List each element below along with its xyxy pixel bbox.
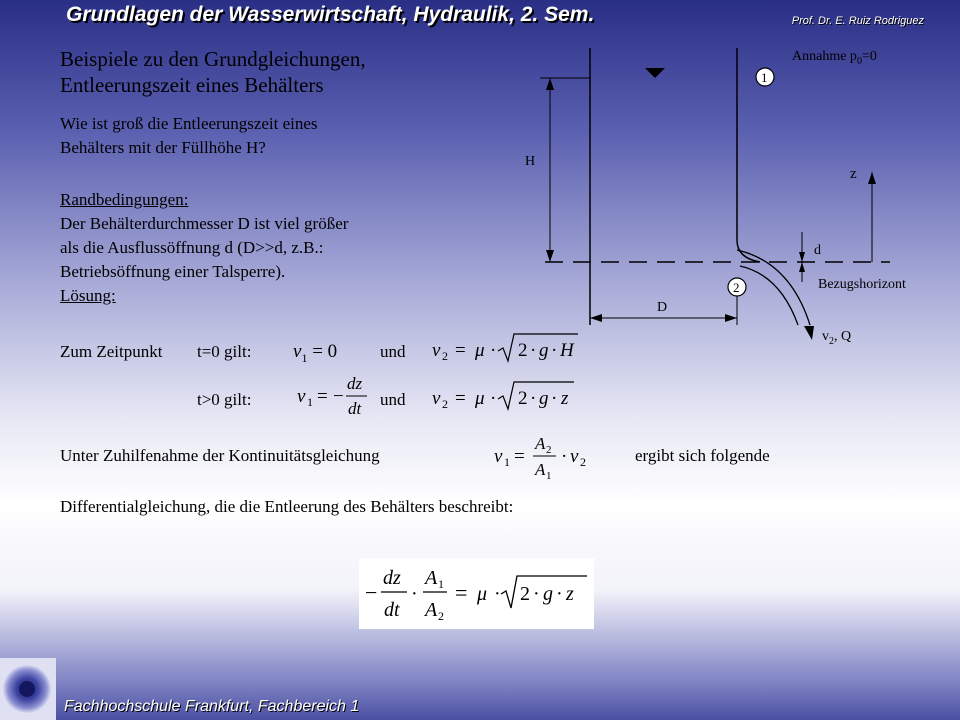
svg-text:2: 2 bbox=[520, 583, 530, 605]
slide-title-line2: Entleerungszeit eines Behälters bbox=[60, 73, 324, 97]
t0-label: t=0 gilt: bbox=[197, 342, 252, 361]
svg-text:·: · bbox=[494, 583, 501, 605]
label-D: D bbox=[657, 300, 668, 315]
solution-heading: Lösung: bbox=[60, 286, 116, 305]
institution-logo bbox=[0, 658, 56, 720]
svg-text:g: g bbox=[539, 388, 549, 409]
t-positive-and: und bbox=[380, 390, 406, 409]
svg-text:1: 1 bbox=[546, 470, 552, 482]
differential-equation-box bbox=[359, 558, 594, 629]
svg-text:·: · bbox=[411, 583, 418, 605]
svg-text:v: v bbox=[570, 446, 579, 467]
boundary-conditions bbox=[60, 188, 348, 308]
svg-text:1: 1 bbox=[761, 70, 768, 85]
author-name: Prof. Dr. E. Ruiz Rodriguez bbox=[791, 15, 924, 27]
label-z: z bbox=[850, 166, 857, 182]
svg-text:A: A bbox=[535, 434, 546, 453]
boundary-heading: Randbedingungen: bbox=[60, 190, 189, 209]
formula-v2-z bbox=[428, 378, 588, 414]
svg-text:·: · bbox=[561, 446, 568, 467]
continuity-result: ergibt sich folgende bbox=[635, 446, 770, 465]
continuity-text: Unter Zuhilfenahme der Kontinuitätsgleichung bbox=[60, 446, 380, 465]
svg-text:·: · bbox=[490, 388, 497, 409]
svg-text:2: 2 bbox=[518, 340, 528, 361]
water-level-marker bbox=[645, 68, 665, 78]
svg-text:·: · bbox=[490, 340, 497, 361]
slide-title bbox=[60, 46, 366, 98]
svg-text:z: z bbox=[566, 583, 574, 605]
svg-text:H: H bbox=[560, 340, 574, 361]
boundary-line1: Der Behälterdurchmesser D ist viel größer bbox=[60, 214, 349, 233]
svg-text:dz: dz bbox=[347, 374, 363, 393]
svg-text:=: = bbox=[455, 340, 466, 361]
svg-text:1: 1 bbox=[438, 577, 444, 591]
question-line2: Behälters mit der Füllhöhe H? bbox=[60, 138, 266, 157]
svg-text:·: · bbox=[551, 340, 558, 361]
svg-text:μ: μ bbox=[477, 583, 488, 605]
svg-text:g: g bbox=[539, 340, 549, 361]
label-H: H bbox=[525, 154, 536, 169]
svg-text:−: − bbox=[365, 580, 378, 605]
boundary-line2: als die Ausflussöffnung d (D>>d, z.B.: bbox=[60, 238, 324, 257]
formula-v1-dzdt bbox=[293, 370, 373, 420]
t-positive-label: t>0 gilt: bbox=[197, 390, 252, 409]
question-line1: Wie ist groß die Entleerungszeit eines bbox=[60, 114, 318, 133]
svg-text:1: 1 bbox=[504, 455, 510, 469]
course-title: Grundlagen der Wasserwirtschaft, Hydraulik, 2. Sem. bbox=[66, 3, 595, 26]
svg-text:2: 2 bbox=[442, 397, 448, 411]
label-d: d bbox=[814, 243, 821, 258]
svg-text:A: A bbox=[425, 599, 438, 621]
svg-text:A: A bbox=[535, 460, 546, 479]
svg-text:v: v bbox=[432, 340, 441, 361]
svg-text:v: v bbox=[432, 388, 441, 409]
svg-text:v: v bbox=[297, 386, 306, 407]
svg-text:v: v bbox=[494, 446, 503, 467]
svg-text:z: z bbox=[561, 388, 569, 409]
svg-text:2: 2 bbox=[442, 349, 448, 363]
svg-text:·: · bbox=[533, 583, 540, 605]
svg-text:g: g bbox=[543, 583, 553, 605]
svg-text:−: − bbox=[333, 386, 344, 407]
t0-and: und bbox=[380, 342, 406, 361]
label-reference: Bezugshorizont bbox=[818, 277, 906, 292]
boundary-line3: Betriebsöffnung einer Talsperre). bbox=[60, 262, 286, 281]
svg-text:2: 2 bbox=[438, 609, 444, 623]
slide-title-line1: Beispiele zu den Grundgleichungen, bbox=[60, 47, 366, 71]
formula-continuity bbox=[490, 430, 600, 482]
svg-text:=: = bbox=[317, 386, 328, 407]
svg-text:A: A bbox=[425, 567, 438, 589]
svg-text:2: 2 bbox=[580, 455, 586, 469]
svg-text:1: 1 bbox=[307, 395, 313, 409]
t0-prefix: Zum Zeitpunkt bbox=[60, 342, 163, 361]
svg-text:μ: μ bbox=[475, 388, 485, 409]
svg-text:=: = bbox=[455, 388, 466, 409]
footer-institution: Fachhochschule Frankfurt, Fachbereich 1 bbox=[64, 698, 360, 715]
svg-text:·: · bbox=[551, 388, 558, 409]
svg-text:dt: dt bbox=[384, 599, 400, 621]
svg-text:dt: dt bbox=[348, 399, 362, 418]
svg-text:·: · bbox=[530, 340, 537, 361]
svg-text:·: · bbox=[556, 583, 563, 605]
svg-text:=: = bbox=[455, 580, 468, 605]
question-text bbox=[60, 112, 318, 160]
svg-text:2: 2 bbox=[518, 388, 528, 409]
assumption-label: Annahme $p_0=0$ bbox=[792, 49, 877, 67]
svg-text:·: · bbox=[530, 388, 537, 409]
label-v2Q: $v_2$, Q bbox=[822, 329, 852, 347]
svg-text:dz: dz bbox=[383, 567, 401, 589]
svg-text:μ: μ bbox=[475, 340, 485, 361]
tank-diagram bbox=[500, 40, 960, 360]
svg-text:2: 2 bbox=[546, 444, 552, 456]
svg-text:2: 2 bbox=[733, 280, 740, 295]
differential-text: Differentialgleichung, die die Entleerung des Behälters beschreibt: bbox=[60, 497, 514, 516]
svg-text:=: = bbox=[514, 446, 525, 467]
formula-v1-zero: $v_1 = 0$ bbox=[293, 341, 338, 365]
